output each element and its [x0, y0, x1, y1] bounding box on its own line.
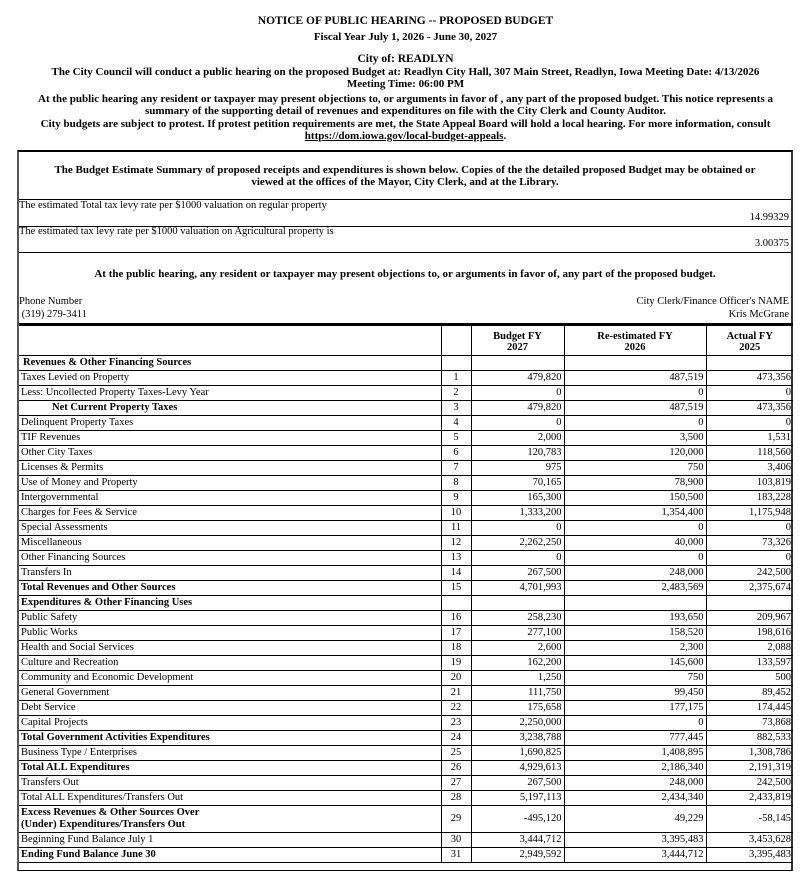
row-actual-fy2025: 2,088: [706, 641, 793, 656]
row-actual-fy2025: 1,308,786: [706, 746, 793, 761]
row-actual-fy2025: 500: [706, 671, 793, 686]
row-budget-fy2027: 1,690,825: [471, 746, 564, 761]
table-row: [19, 401, 793, 416]
row-budget-fy2027: 0: [471, 551, 564, 566]
row-budget-fy2027: 2,262,250: [471, 536, 564, 551]
row-line-number: 16: [441, 611, 471, 626]
row-actual-fy2025: 882,533: [706, 731, 793, 746]
table-row: [19, 371, 793, 386]
row-line-number: 1: [441, 371, 471, 386]
row-reestimated-fy2026: 2,434,340: [564, 791, 706, 806]
row-budget-fy2027: 111,750: [471, 686, 564, 701]
budget-summary-box: [17, 150, 793, 871]
row-budget-fy2027: 0: [471, 416, 564, 431]
row-actual-fy2025: 209,967: [706, 611, 793, 626]
row-actual-fy2025: 473,356: [706, 401, 793, 416]
row-actual-fy2025: 242,500: [706, 776, 793, 791]
row-reestimated-fy2026: 158,520: [564, 626, 706, 641]
row-label: Culture and Recreation: [19, 656, 441, 671]
levy-ag-label: The estimated tax levy rate per $1000 valuation on Agricultural property is: [19, 226, 334, 237]
row-label: Less: Uncollected Property Taxes-Levy Year: [19, 386, 441, 401]
row-reestimated-fy2026: 750: [564, 671, 706, 686]
row-actual-fy2025: 0: [706, 551, 793, 566]
table-row: [19, 596, 793, 611]
row-actual-fy2025: 2,433,819: [706, 791, 793, 806]
row-budget-fy2027: 479,820: [471, 371, 564, 386]
row-line-number: 19: [441, 656, 471, 671]
row-budget-fy2027: 4,701,993: [471, 581, 564, 596]
hearing-time: Meeting Time: 06:00 PM: [346, 78, 465, 90]
table-row: [19, 806, 793, 833]
table-row: [19, 716, 793, 731]
row-reestimated-fy2026: 177,175: [564, 701, 706, 716]
row-actual-fy2025: 3,453,628: [706, 833, 793, 848]
row-reestimated-fy2026: 3,444,712: [564, 848, 706, 863]
row-actual-fy2025: 242,500: [706, 566, 793, 581]
row-reestimated-fy2026: 3,500: [564, 431, 706, 446]
row-line-number: 11: [441, 521, 471, 536]
row-reestimated-fy2026: [564, 356, 706, 371]
row-label: Licenses & Permits: [19, 461, 441, 476]
row-label: Total ALL Expenditures: [19, 761, 441, 776]
budget-table: [19, 323, 793, 863]
levy-regular-label: The estimated Total tax levy rate per $1000 valuation on regular property: [19, 200, 327, 211]
row-budget-fy2027: [471, 356, 564, 371]
row-label: Public Works: [19, 626, 441, 641]
hearing-location-date: The City Council will conduct a public hearing on the proposed Budget at: Readlyn City Hall, 307 Main Street, Readlyn, Iowa Meeting Date: 4/13/2026: [51, 66, 760, 78]
row-line-number: 13: [441, 551, 471, 566]
row-budget-fy2027: 267,500: [471, 566, 564, 581]
row-reestimated-fy2026: 248,000: [564, 776, 706, 791]
row-reestimated-fy2026: 750: [564, 461, 706, 476]
row-label: Other City Taxes: [19, 446, 441, 461]
row-reestimated-fy2026: 0: [564, 386, 706, 401]
row-reestimated-fy2026: 49,229: [564, 806, 706, 833]
row-label: Ending Fund Balance June 30: [19, 848, 441, 863]
row-actual-fy2025: 3,395,483: [706, 848, 793, 863]
row-actual-fy2025: [706, 356, 793, 371]
table-row: [19, 551, 793, 566]
header-actual: Actual FY 2025: [706, 325, 793, 356]
table-row: [19, 626, 793, 641]
row-line-number: 15: [441, 581, 471, 596]
row-label-line: (Under) Expenditures/Transfers Out: [21, 819, 186, 830]
phone-value: (319) 279-3411: [19, 309, 87, 320]
row-actual-fy2025: 0: [706, 386, 793, 401]
row-budget-fy2027: 2,000: [471, 431, 564, 446]
table-row: [19, 641, 793, 656]
row-line-number: 9: [441, 491, 471, 506]
row-line-number: 29: [441, 806, 471, 833]
row-actual-fy2025: 473,356: [706, 371, 793, 386]
row-budget-fy2027: 1,250: [471, 671, 564, 686]
row-label: Taxes Levied on Property: [19, 371, 441, 386]
objections-notice: At the public hearing any resident or taxpayer may present objections to, or arguments in favor of , any part of the proposed budget. This notice represents a summary of the supporting detail of revenues and expenditures on file with the City Clerk and County Auditor.: [38, 93, 773, 117]
row-reestimated-fy2026: 0: [564, 521, 706, 536]
row-reestimated-fy2026: 1,354,400: [564, 506, 706, 521]
row-actual-fy2025: [706, 596, 793, 611]
table-row: [19, 686, 793, 701]
row-line-number: 31: [441, 848, 471, 863]
row-line-number: 14: [441, 566, 471, 581]
row-budget-fy2027: 4,929,613: [471, 761, 564, 776]
header-line: [441, 325, 471, 356]
row-label: Total Revenues and Other Sources: [19, 581, 441, 596]
row-label-line: Excess Revenues & Other Sources Over: [21, 807, 200, 818]
row-reestimated-fy2026: 0: [564, 416, 706, 431]
table-row: [19, 446, 793, 461]
levy-ag-value: 3.00375: [754, 238, 789, 249]
row-actual-fy2025: 183,228: [706, 491, 793, 506]
table-row: [19, 521, 793, 536]
table-row: [19, 476, 793, 491]
row-actual-fy2025: -58,145: [706, 806, 793, 833]
row-actual-fy2025: 0: [706, 521, 793, 536]
row-reestimated-fy2026: 3,395,483: [564, 833, 706, 848]
row-reestimated-fy2026: 2,483,569: [564, 581, 706, 596]
protest-link[interactable]: https://dom.iowa.gov/local-budget-appeals: [304, 130, 504, 142]
row-reestimated-fy2026: 487,519: [564, 371, 706, 386]
row-line-number: 28: [441, 791, 471, 806]
table-row: [19, 731, 793, 746]
protest-text: City budgets are subject to protest. If protest petition requirements are met, the State Appeal Board will hold a local hearing. For more information, consult: [40, 118, 771, 130]
row-line-number: 5: [441, 431, 471, 446]
table-row: [19, 746, 793, 761]
row-line-number: 12: [441, 536, 471, 551]
table-row: [19, 761, 793, 776]
row-line-number: 30: [441, 833, 471, 848]
row-label: Expenditures & Other Financing Uses: [19, 596, 441, 611]
row-label: Use of Money and Property: [19, 476, 441, 491]
row-budget-fy2027: 165,300: [471, 491, 564, 506]
table-row: [19, 581, 793, 596]
row-reestimated-fy2026: 1,408,895: [564, 746, 706, 761]
row-reestimated-fy2026: 777,445: [564, 731, 706, 746]
clerk-block: [637, 295, 789, 321]
row-label: Delinquent Property Taxes: [19, 416, 441, 431]
row-reestimated-fy2026: 2,300: [564, 641, 706, 656]
row-label: Special Assessments: [19, 521, 441, 536]
header-label: [19, 325, 441, 356]
row-label: TIF Revenues: [19, 431, 441, 446]
notice-title: NOTICE OF PUBLIC HEARING -- PROPOSED BUDGET: [257, 15, 554, 27]
row-reestimated-fy2026: 78,900: [564, 476, 706, 491]
row-budget-fy2027: 0: [471, 521, 564, 536]
row-label: Community and Economic Development: [19, 671, 441, 686]
row-budget-fy2027: -495,120: [471, 806, 564, 833]
row-actual-fy2025: 2,191,319: [706, 761, 793, 776]
table-row: [19, 848, 793, 863]
fiscal-year: Fiscal Year July 1, 2026 - June 30, 2027: [313, 31, 498, 43]
row-label: Miscellaneous: [19, 536, 441, 551]
row-reestimated-fy2026: 193,650: [564, 611, 706, 626]
table-row: [19, 506, 793, 521]
phone-label: Phone Number: [19, 296, 83, 307]
row-actual-fy2025: 103,819: [706, 476, 793, 491]
levy-ag-row: [19, 226, 791, 253]
table-row: [19, 386, 793, 401]
table-row: [19, 431, 793, 446]
row-reestimated-fy2026: 40,000: [564, 536, 706, 551]
row-line-number: 17: [441, 626, 471, 641]
header-budget: Budget FY 2027: [471, 325, 564, 356]
row-line-number: 18: [441, 641, 471, 656]
row-actual-fy2025: 133,597: [706, 656, 793, 671]
row-line-number: 27: [441, 776, 471, 791]
row-line-number: 23: [441, 716, 471, 731]
row-budget-fy2027: 258,230: [471, 611, 564, 626]
row-budget-fy2027: 267,500: [471, 776, 564, 791]
row-label: Health and Social Services: [19, 641, 441, 656]
row-label: Revenues & Other Financing Sources: [19, 356, 441, 371]
levy-regular-row: [19, 200, 791, 227]
row-label: Net Current Property Taxes: [19, 401, 441, 416]
table-header-row: [19, 325, 793, 356]
row-line-number: 26: [441, 761, 471, 776]
row-budget-fy2027: [471, 596, 564, 611]
row-reestimated-fy2026: 2,186,340: [564, 761, 706, 776]
row-label: Beginning Fund Balance July 1: [19, 833, 441, 848]
row-reestimated-fy2026: 150,500: [564, 491, 706, 506]
clerk-name: Kris McGrane: [728, 309, 789, 320]
row-budget-fy2027: 0: [471, 386, 564, 401]
row-line-number: 2: [441, 386, 471, 401]
phone-block: [19, 295, 87, 321]
row-budget-fy2027: 479,820: [471, 401, 564, 416]
table-row: [19, 833, 793, 848]
row-line-number: 24: [441, 731, 471, 746]
header-reestimated: Re-estimated FY 2026: [564, 325, 706, 356]
row-actual-fy2025: 73,868: [706, 716, 793, 731]
row-budget-fy2027: 162,200: [471, 656, 564, 671]
table-row: [19, 566, 793, 581]
row-label: [19, 806, 441, 833]
table-row: [19, 461, 793, 476]
summary-intro: The Budget Estimate Summary of proposed receipts and expenditures is shown below. Copies of the the detailed proposed Budget may be obtained or viewed at the offices of the Mayor, City Clerk, and at the Library.: [19, 152, 791, 200]
row-budget-fy2027: 2,949,592: [471, 848, 564, 863]
row-reestimated-fy2026: 0: [564, 716, 706, 731]
table-row: [19, 656, 793, 671]
row-actual-fy2025: 0: [706, 416, 793, 431]
row-line-number: 25: [441, 746, 471, 761]
table-row: [19, 491, 793, 506]
table-row: [19, 536, 793, 551]
row-actual-fy2025: 73,326: [706, 536, 793, 551]
row-reestimated-fy2026: 0: [564, 551, 706, 566]
row-line-number: 6: [441, 446, 471, 461]
table-row: [19, 611, 793, 626]
row-budget-fy2027: 1,333,200: [471, 506, 564, 521]
hearing-statement: At the public hearing, any resident or taxpayer may present objections to, or arguments in favor of, any part of the proposed budget.: [94, 268, 716, 280]
row-budget-fy2027: 120,783: [471, 446, 564, 461]
row-reestimated-fy2026: 120,000: [564, 446, 706, 461]
row-line-number: 21: [441, 686, 471, 701]
row-actual-fy2025: 1,175,948: [706, 506, 793, 521]
table-row: [19, 701, 793, 716]
row-label: Total Government Activities Expenditures: [19, 731, 441, 746]
row-budget-fy2027: 70,165: [471, 476, 564, 491]
row-label: Business Type / Enterprises: [19, 746, 441, 761]
row-actual-fy2025: 1,531: [706, 431, 793, 446]
row-actual-fy2025: 174,445: [706, 701, 793, 716]
table-row: [19, 776, 793, 791]
clerk-label: City Clerk/Finance Officer's NAME: [636, 296, 789, 307]
row-label: Total ALL Expenditures/Transfers Out: [19, 791, 441, 806]
row-label: Debt Service: [19, 701, 441, 716]
row-line-number: 7: [441, 461, 471, 476]
table-row: [19, 791, 793, 806]
budget-table-body: [19, 356, 793, 863]
row-label: Transfers Out: [19, 776, 441, 791]
row-budget-fy2027: 2,250,000: [471, 716, 564, 731]
row-line-number: [441, 356, 471, 371]
row-label: Transfers In: [19, 566, 441, 581]
row-line-number: 22: [441, 701, 471, 716]
row-line-number: [441, 596, 471, 611]
protest-end: .: [503, 130, 507, 142]
row-label: Public Safety: [19, 611, 441, 626]
row-label: Charges for Fees & Service: [19, 506, 441, 521]
row-budget-fy2027: 5,197,113: [471, 791, 564, 806]
city-line: City of: READLYN: [357, 53, 454, 65]
row-actual-fy2025: 2,375,674: [706, 581, 793, 596]
row-line-number: 20: [441, 671, 471, 686]
table-row: [19, 356, 793, 371]
row-line-number: 10: [441, 506, 471, 521]
row-line-number: 4: [441, 416, 471, 431]
row-budget-fy2027: 175,658: [471, 701, 564, 716]
row-label: Capital Projects: [19, 716, 441, 731]
row-line-number: 3: [441, 401, 471, 416]
row-actual-fy2025: 118,560: [706, 446, 793, 461]
row-reestimated-fy2026: 99,450: [564, 686, 706, 701]
row-reestimated-fy2026: 145,600: [564, 656, 706, 671]
protest-notice: [0, 118, 811, 142]
table-row: [19, 416, 793, 431]
row-reestimated-fy2026: [564, 596, 706, 611]
row-label: General Government: [19, 686, 441, 701]
row-budget-fy2027: 2,600: [471, 641, 564, 656]
row-actual-fy2025: 89,452: [706, 686, 793, 701]
row-budget-fy2027: 3,238,788: [471, 731, 564, 746]
table-row: [19, 671, 793, 686]
hearing-info: [0, 66, 811, 90]
row-actual-fy2025: 198,616: [706, 626, 793, 641]
row-budget-fy2027: 3,444,712: [471, 833, 564, 848]
row-budget-fy2027: 277,100: [471, 626, 564, 641]
row-actual-fy2025: 3,406: [706, 461, 793, 476]
row-reestimated-fy2026: 248,000: [564, 566, 706, 581]
row-budget-fy2027: 975: [471, 461, 564, 476]
row-line-number: 8: [441, 476, 471, 491]
levy-regular-value: 14.99329: [749, 212, 789, 223]
row-label: Intergovernmental: [19, 491, 441, 506]
row-reestimated-fy2026: 487,519: [564, 401, 706, 416]
row-label: Other Financing Sources: [19, 551, 441, 566]
